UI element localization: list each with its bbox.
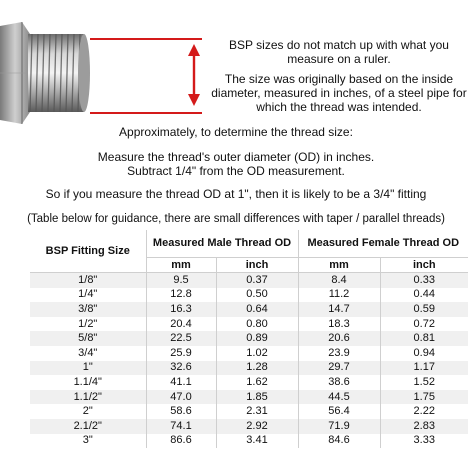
cell-female-inch: 2.22 <box>380 404 468 419</box>
cell-female-inch: 0.94 <box>380 346 468 361</box>
cell-size: 2.1/2" <box>30 419 146 434</box>
table-row <box>30 302 468 317</box>
cell-male-inch: 3.41 <box>216 434 298 449</box>
cell-male-inch: 0.80 <box>216 317 298 332</box>
intro-ruler-text: BSP sizes do not match up with what you measure on a ruler. <box>229 38 449 66</box>
cell-male-inch: 1.02 <box>216 346 298 361</box>
cell-male-inch: 0.37 <box>216 273 298 288</box>
cell-size: 3/8" <box>30 302 146 317</box>
fitting-photo <box>0 18 92 128</box>
step-subtract: Subtract 1/4" from the OD measurement. <box>127 164 345 178</box>
example-text: So if you measure the thread OD at 1", then it is likely to be a 3/4" fitting <box>45 187 427 201</box>
table-row <box>30 317 468 332</box>
cell-female-inch: 3.33 <box>380 434 468 449</box>
cell-female-inch: 0.33 <box>380 273 468 288</box>
cell-male-mm: 74.1 <box>146 419 216 434</box>
cell-male-inch: 1.62 <box>216 375 298 390</box>
cell-size: 3" <box>82 434 93 447</box>
unit-female-inch: inch <box>380 258 468 273</box>
table-row <box>30 361 468 376</box>
cell-male-inch: 2.92 <box>216 419 298 434</box>
cell-male-mm: 41.1 <box>146 375 216 390</box>
cell-size: 1" <box>30 361 146 376</box>
cell-size: 1/4" <box>78 288 98 301</box>
cell-female-mm: 18.3 <box>298 317 380 332</box>
table-row <box>30 288 468 303</box>
cell-size: 1.1/2" <box>30 390 146 405</box>
approx-heading: Approximately, to determine the thread size: <box>119 125 353 139</box>
cell-female-mm: 38.6 <box>298 375 380 390</box>
cell-size: 3/4" <box>78 346 98 359</box>
table-row <box>30 419 468 434</box>
cell-female-mm: 29.7 <box>298 361 380 376</box>
cell-male-mm: 9.5 <box>146 273 216 288</box>
cell-male-inch: 1.28 <box>216 361 298 376</box>
cell-female-inch: 1.17 <box>380 361 468 376</box>
cell-size: 5/8" <box>30 331 146 346</box>
cell-female-inch: 0.72 <box>380 317 468 332</box>
unit-female-mm: mm <box>298 258 380 273</box>
bottom-od-line <box>90 112 202 114</box>
table-row <box>30 404 468 419</box>
cell-female-mm: 8.4 <box>298 273 380 288</box>
cell-male-mm: 22.5 <box>146 331 216 346</box>
cell-size: 1.1/4" <box>73 375 102 388</box>
top-od-line <box>90 38 202 40</box>
table-row <box>30 434 468 449</box>
cell-size: 1/2" <box>78 317 98 330</box>
table-row <box>30 375 468 390</box>
cell-female-inch: 0.81 <box>380 331 468 346</box>
table-row <box>30 390 468 405</box>
cell-male-inch: 1.85 <box>216 390 298 405</box>
cell-female-inch: 1.75 <box>380 390 468 405</box>
step-measure: Measure the thread's outer diameter (OD) in inches. <box>97 150 375 164</box>
table-row <box>30 346 468 361</box>
double-arrow-icon <box>186 44 202 106</box>
table-header-row <box>30 230 468 258</box>
cell-female-mm: 71.9 <box>298 419 380 434</box>
cell-male-mm: 86.6 <box>146 434 216 449</box>
cell-male-mm: 47.0 <box>146 390 216 405</box>
cell-male-mm: 25.9 <box>146 346 216 361</box>
cell-female-mm: 20.6 <box>298 331 380 346</box>
cell-male-mm: 20.4 <box>146 317 216 332</box>
cell-male-inch: 2.31 <box>216 404 298 419</box>
intro-history-text: The size was originally based on the inside diameter, measured in inches, of a steel pipe for which the thread was intended. <box>211 72 467 114</box>
cell-female-mm: 56.4 <box>298 404 380 419</box>
header-male-od: Measured Male Thread OD <box>146 230 298 258</box>
cell-male-mm: 12.8 <box>146 288 216 303</box>
cell-female-inch: 0.59 <box>380 302 468 317</box>
cell-size: 2" <box>82 405 93 418</box>
cell-female-mm: 11.2 <box>298 288 380 303</box>
cell-female-inch: 2.83 <box>380 419 468 434</box>
cell-female-mm: 44.5 <box>298 390 380 405</box>
cell-female-inch: 1.52 <box>380 375 468 390</box>
unit-male-mm: mm <box>146 258 216 273</box>
cell-male-mm: 58.6 <box>146 404 216 419</box>
cell-size: 1/8" <box>30 273 146 288</box>
header-female-od: Measured Female Thread OD <box>298 230 468 258</box>
header-bsp-size: BSP Fitting Size <box>30 230 146 273</box>
cell-female-mm: 23.9 <box>298 346 380 361</box>
cell-male-inch: 0.50 <box>216 288 298 303</box>
table-note: (Table below for guidance, there are small differences with taper / parallel threads) <box>27 213 445 225</box>
table-row <box>30 331 468 346</box>
cell-female-mm: 84.6 <box>298 434 380 449</box>
table-row <box>30 273 468 288</box>
unit-male-inch: inch <box>216 258 298 273</box>
cell-male-inch: 0.64 <box>216 302 298 317</box>
cell-female-inch: 0.44 <box>380 288 468 303</box>
bsp-size-table <box>30 230 468 448</box>
cell-female-mm: 14.7 <box>298 302 380 317</box>
cell-male-mm: 32.6 <box>146 361 216 376</box>
cell-male-inch: 0.89 <box>216 331 298 346</box>
cell-male-mm: 16.3 <box>146 302 216 317</box>
